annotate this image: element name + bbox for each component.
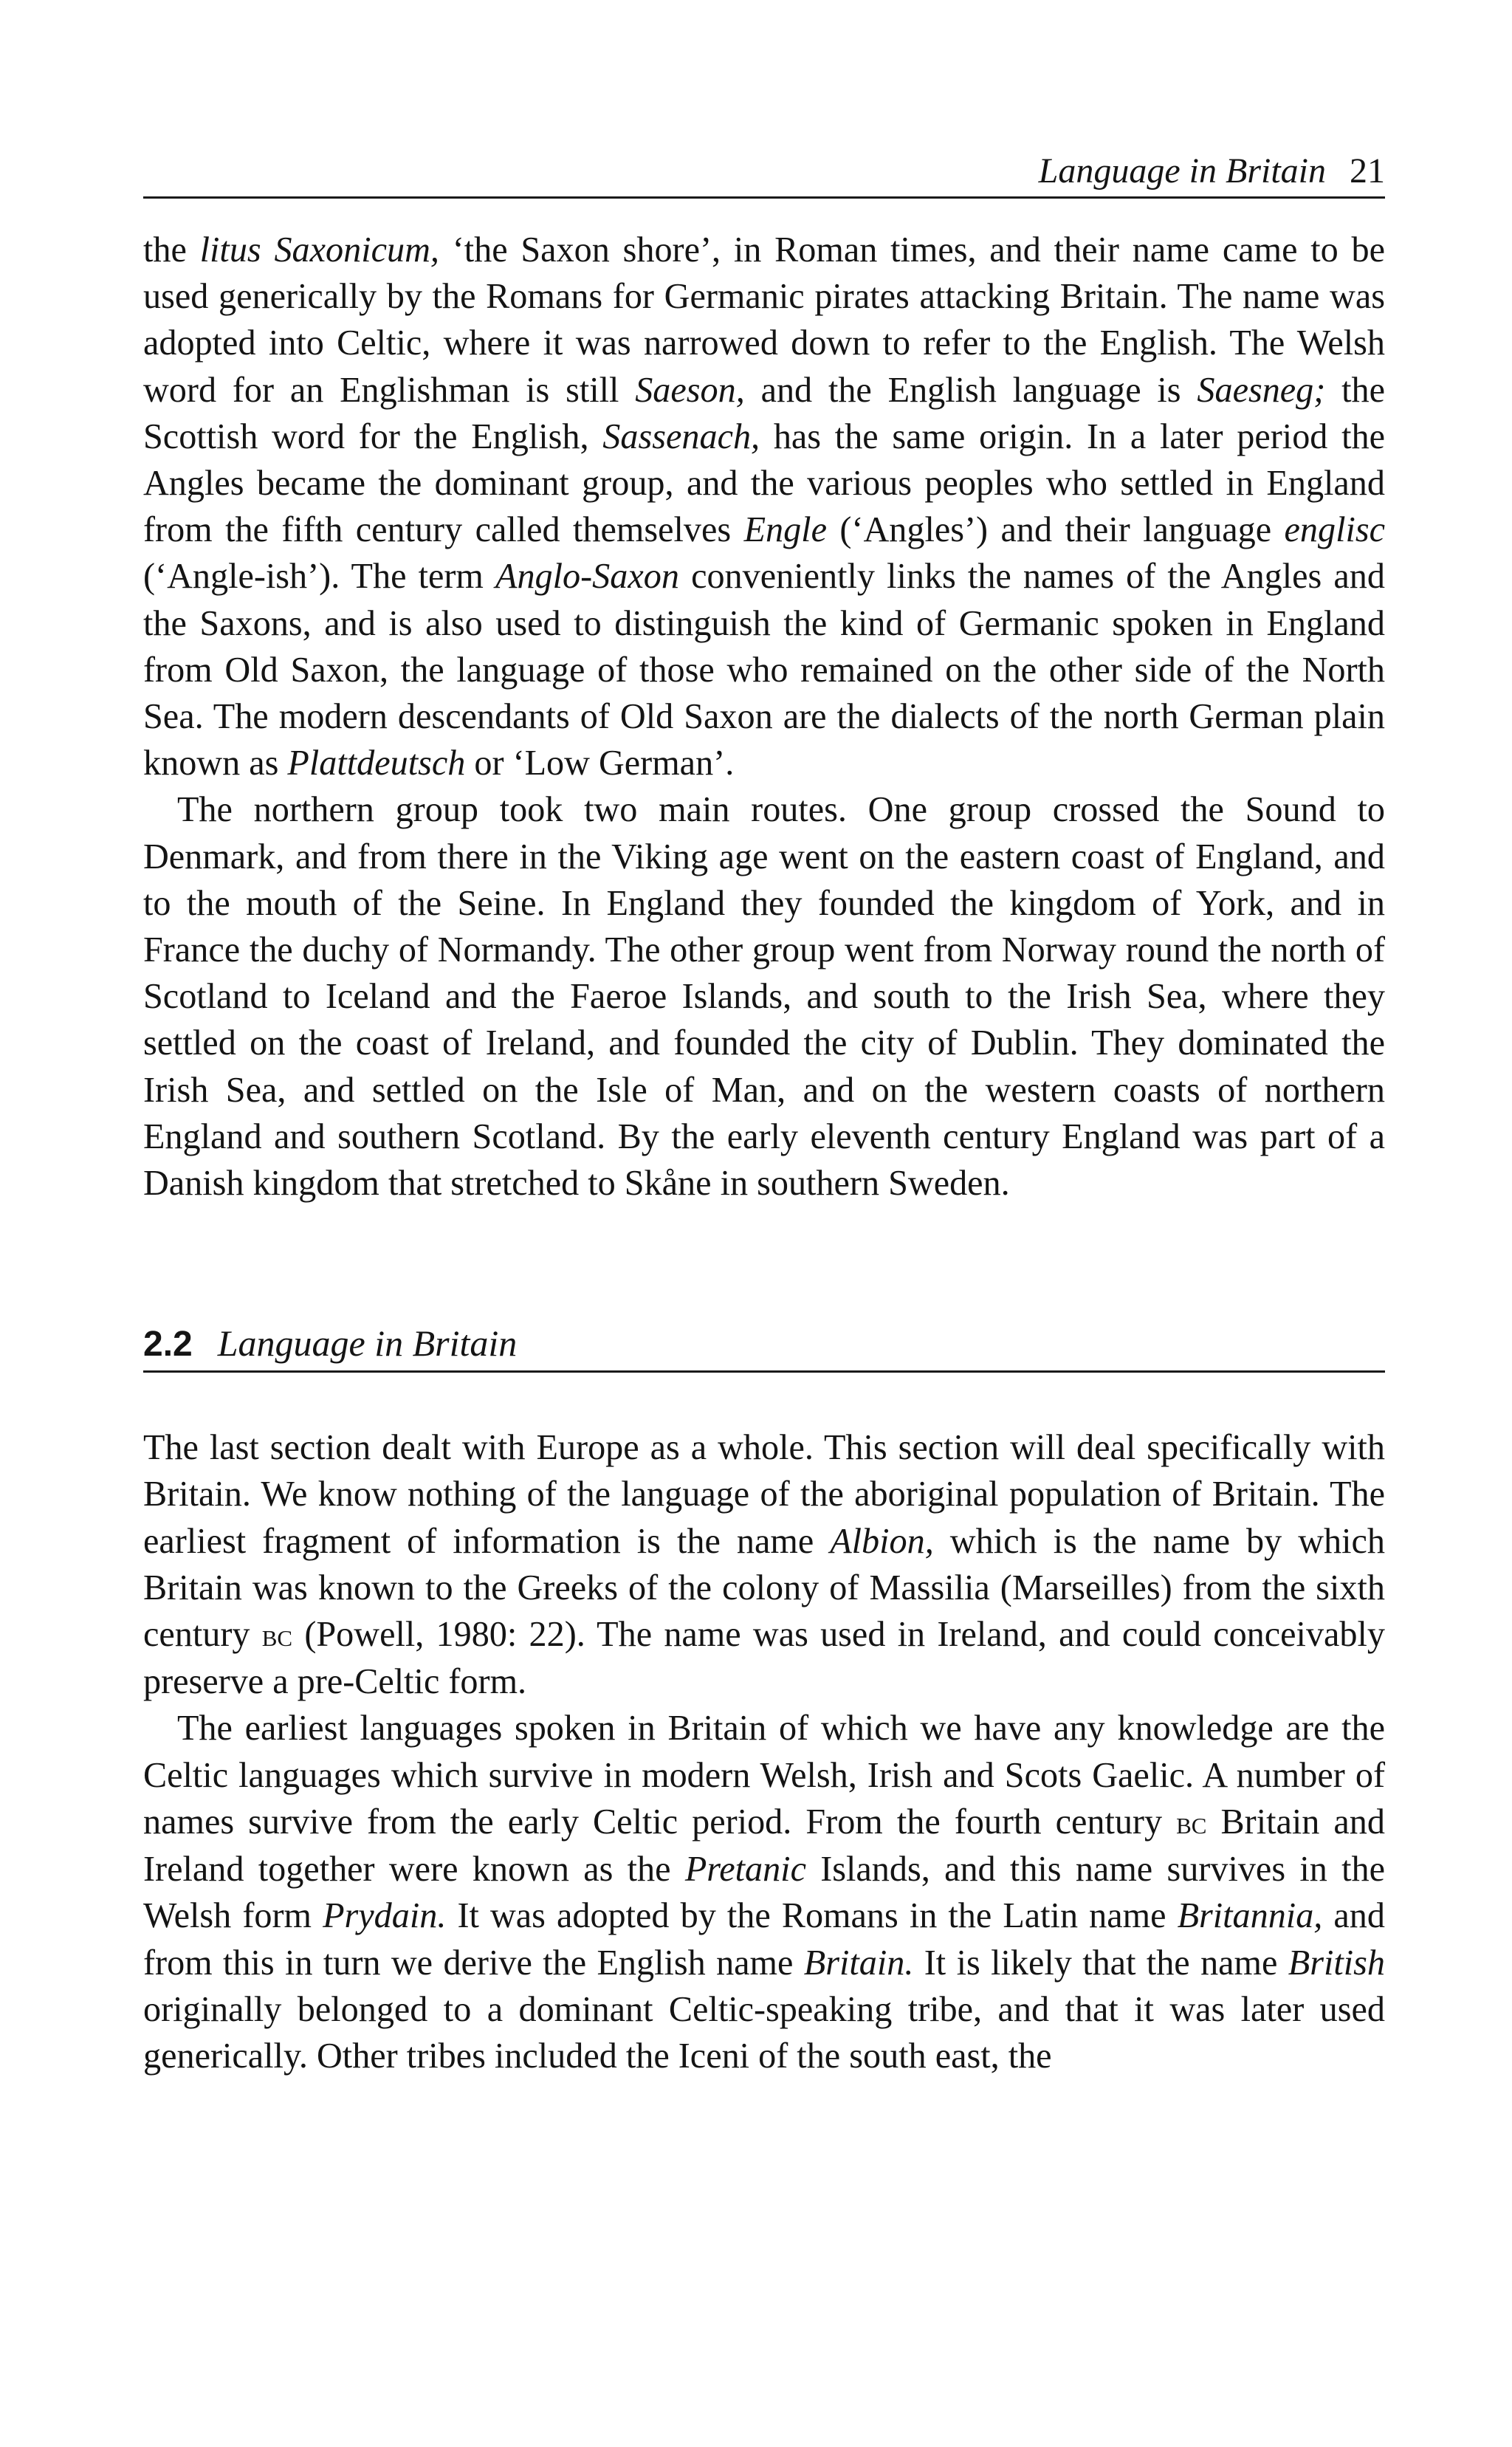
running-header	[143, 133, 1385, 199]
text-run: ‘the Saxon shore’, in Roman times, and their name came to be used generically by the Romans for Germanic pirates attacking Britain. The name was adopted into Celtic, where it was narrowed down to refer to the English. The Welsh word for an Englishman is still	[143, 230, 1385, 410]
text-run: The earliest languages spoken in Britain of which we have any knowledge are the Celtic languages which survive in modern Welsh, Irish and Scots Gaelic. A number of names survive from the early Celtic period. From the fourth century	[143, 1709, 1385, 1842]
text-run: conveniently links the names of the Angles and the Saxons, and is also used to distinguish the kind of Germanic spoken in England from Old Saxon, the language of those who remained on the other side of the North Sea. The modern descendants of Old Saxon are the dialects of the north German plain known as	[143, 557, 1385, 783]
italic-term: englisc	[1284, 510, 1385, 550]
small-caps-text: bc	[261, 1617, 293, 1654]
body-text-section	[143, 1424, 1385, 2079]
text-run: and the English language is	[744, 370, 1197, 410]
text-run: The northern group took two main routes. One group crossed the Sound to Denmark, and from there in the Viking age went on the eastern coast of England, and to the mouth of the Seine. In England they founded the kingdom of York, and in France the duchy of Normandy. The other group went from Norway round the north of Scotland to Iceland and the Faeroe Islands, and south to the Irish Sea, where they settled on the coast of Ireland, and founded the city of Dublin. They dominated the Irish Sea, and settled on the Isle of Man, and on the western coasts of northern England and southern Scotland. By the early eleventh century England was part of a Danish kingdom that stretched to Skåne in southern Sweden.	[143, 790, 1385, 1204]
small-caps-text: bc	[1176, 1804, 1207, 1841]
paragraph	[143, 786, 1385, 1207]
italic-term: Britannia,	[1177, 1896, 1323, 1936]
text-run: It is likely that the name	[913, 1943, 1288, 1983]
text-run: which is the name by which Britain was known to the Greeks of the colony of Massilia (Marseilles) from the sixth century	[143, 1521, 1386, 1655]
section-title: Language in Britain	[217, 1322, 518, 1365]
body-text-continuation	[143, 227, 1385, 1207]
paragraph	[143, 1424, 1385, 1705]
running-header-title: Language in Britain	[1038, 151, 1326, 191]
italic-term: Prydain.	[323, 1896, 447, 1936]
section-number: 2.2	[143, 1325, 193, 1365]
text-run: the Scottish word for the English,	[143, 370, 1386, 456]
italic-term: litus Saxonicum,	[199, 230, 439, 270]
text-run: Islands, and this name survives in the Welsh form	[143, 1850, 1385, 1936]
italic-term: Saeson,	[635, 370, 745, 410]
text-run: and from this in turn we derive the English name	[143, 1896, 1385, 1983]
italic-term: Saesneg;	[1197, 370, 1326, 410]
book-page	[143, 133, 1385, 2079]
text-run: the	[143, 230, 200, 270]
italic-term: Engle	[743, 510, 827, 550]
text-run: (‘Angle-ish’). The term	[143, 557, 496, 597]
section-heading	[143, 1319, 1385, 1373]
text-run: It was adopted by the Romans in the Latin name	[446, 1896, 1178, 1936]
text-run: (‘Angles’) and their language	[826, 510, 1285, 550]
italic-term: Anglo-Saxon	[495, 557, 679, 597]
page-number: 21	[1350, 151, 1385, 191]
text-run: originally belonged to a dominant Celtic-speaking tribe, and that it was later used generically. Other tribes included the Iceni of the south east, the	[143, 1989, 1385, 2076]
text-run: Britain and Ireland together were known as the	[143, 1802, 1385, 1890]
text-run: or ‘Low German’.	[465, 744, 735, 783]
italic-term: Pretanic	[684, 1850, 806, 1890]
text-run: has the same origin. In a later period the Angles became the dominant group, and the various peoples who settled in England from the fifth century called themselves	[143, 416, 1385, 550]
text-run: The last section dealt with Europe as a whole. This section will deal specifically with Britain. We know nothing of the language of the aboriginal population of Britain. The earliest fragment of information is the name	[143, 1428, 1385, 1561]
paragraph	[143, 1705, 1385, 2079]
italic-term: Plattdeutsch	[287, 744, 466, 783]
italic-term: Sassenach,	[602, 416, 760, 456]
text-run: (Powell, 1980: 22). The name was used in Ireland, and could conceivably preserve a pre-Celtic form.	[143, 1615, 1385, 1702]
paragraph	[143, 227, 1385, 786]
italic-term: Britain.	[803, 1943, 914, 1983]
italic-term: Albion,	[830, 1521, 934, 1561]
italic-term: British	[1288, 1943, 1385, 1983]
